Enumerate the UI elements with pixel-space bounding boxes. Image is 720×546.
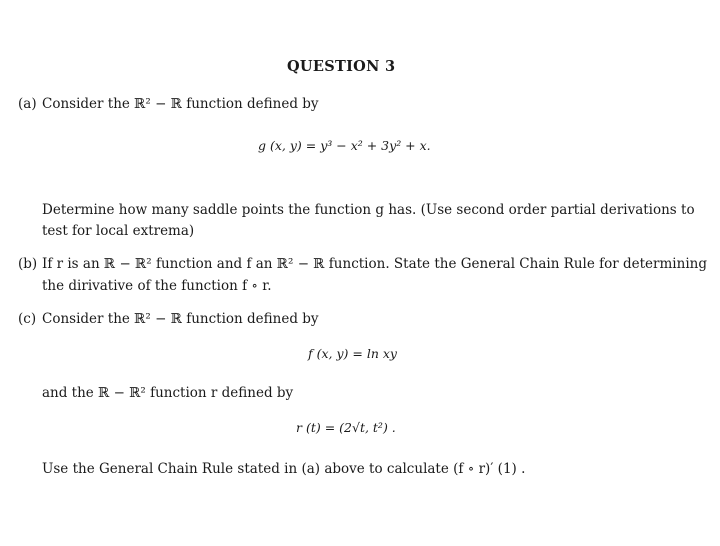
part-c-equation-f: f (x, y) = ln xy	[308, 346, 397, 361]
question-title: QUESTION 3	[287, 58, 396, 75]
part-c-final: Use the General Chain Rule stated in (a) above to calculate (f ∘ r)′ (1) .	[42, 461, 526, 477]
part-a-task-line1: Determine how many saddle points the function g has. (Use second order partial derivations to	[42, 202, 695, 218]
part-a-label: (a)	[18, 96, 37, 112]
part-c-intro: Consider the ℝ² − ℝ function defined by	[42, 311, 319, 327]
part-b-line1: If r is an ℝ − ℝ² function and f an ℝ² − ℝ function. State the General Chain Rule for determining	[42, 256, 707, 272]
part-a-intro: Consider the ℝ² − ℝ function defined by	[42, 96, 319, 112]
part-c-and-line: and the ℝ − ℝ² function r defined by	[42, 385, 294, 401]
part-c-equation-r: r (t) = (2√t, t²) .	[296, 420, 396, 435]
part-c-label: (c)	[18, 311, 37, 327]
part-a-equation: g (x, y) = y³ − x² + 3y² + x.	[258, 138, 431, 153]
part-b-line2: the dirivative of the function f ∘ r.	[42, 278, 272, 294]
part-b-label: (b)	[18, 256, 38, 272]
part-a-task-line2: test for local extrema)	[42, 223, 195, 239]
